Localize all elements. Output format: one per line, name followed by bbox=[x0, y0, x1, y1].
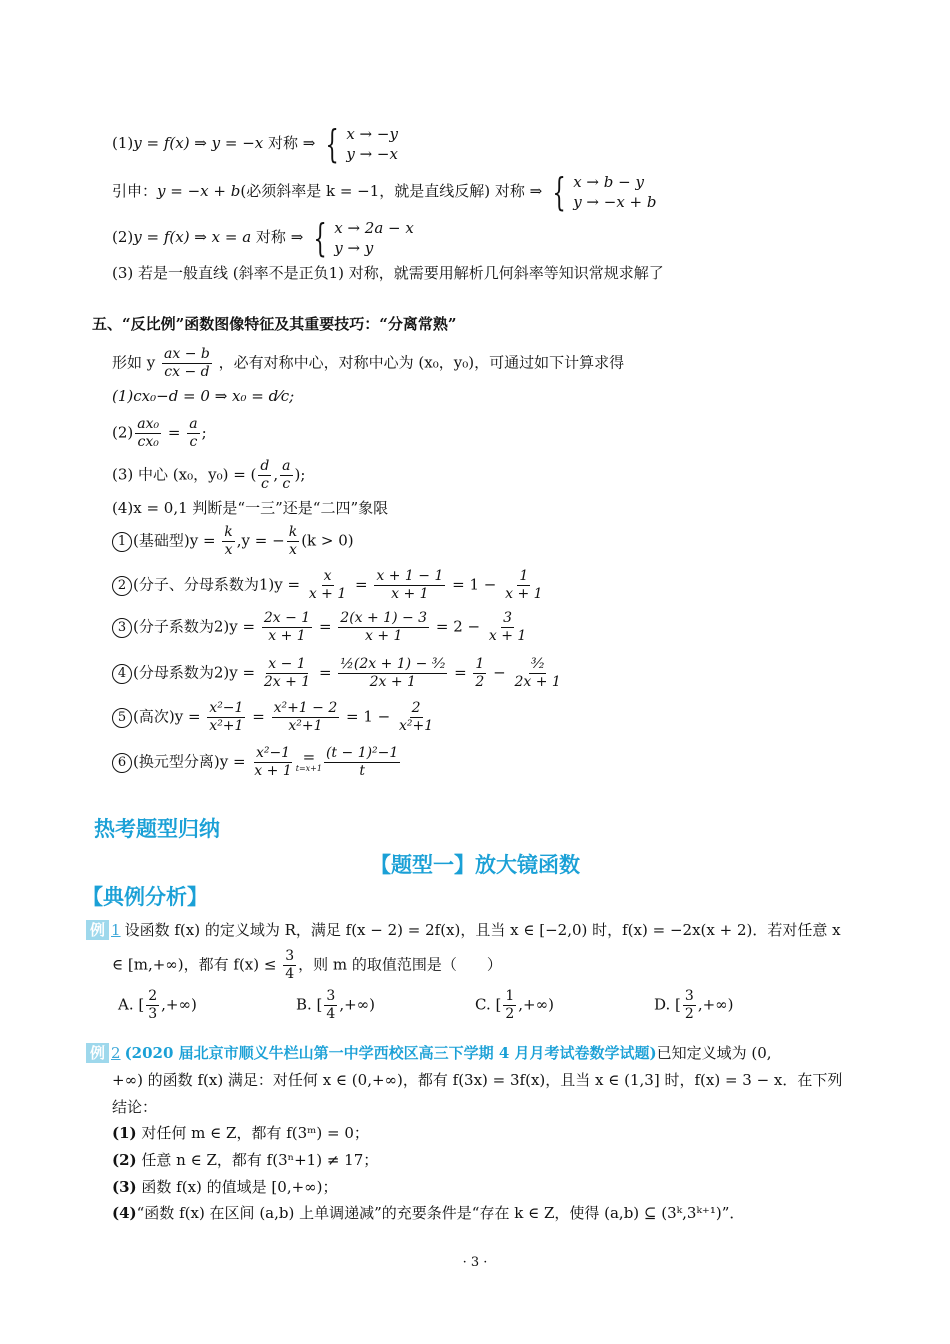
numerator: ax₀ bbox=[137, 416, 160, 432]
circled-number: 5 bbox=[112, 708, 132, 728]
denominator: x²+1 bbox=[288, 718, 323, 734]
denominator: x bbox=[224, 542, 233, 558]
item-number: (1) bbox=[112, 1124, 137, 1142]
item-number: (2) bbox=[112, 228, 134, 246]
fraction bbox=[503, 988, 516, 1023]
numerator: 1 bbox=[519, 568, 529, 584]
conclusion-text: 任意 n ∈ Z，都有 f(3ⁿ+1) ≠ 17； bbox=[136, 1151, 379, 1169]
math-expression: y = f(x) ⇒ y = −x bbox=[133, 134, 264, 152]
fraction bbox=[283, 948, 296, 983]
substitution-note: t=x+1 bbox=[295, 763, 322, 773]
fraction bbox=[287, 524, 299, 559]
conclusion-text: 对任何 m ∈ Z，都有 f(3ᵐ) = 0； bbox=[136, 1124, 369, 1142]
denominator: 2x + 1 bbox=[263, 674, 311, 690]
fraction bbox=[146, 988, 159, 1023]
item-number: (1) bbox=[112, 134, 134, 152]
example-badge: 例 bbox=[86, 920, 109, 940]
circled-number: 2 bbox=[112, 576, 132, 596]
example-1-line-2 bbox=[112, 948, 502, 983]
fraction bbox=[503, 568, 544, 603]
example-1-line-1 bbox=[86, 920, 841, 940]
choice-c[interactable] bbox=[475, 988, 554, 1023]
numerator: 3 bbox=[684, 988, 694, 1004]
numerator: ax − b bbox=[164, 346, 210, 362]
text: ,y = − bbox=[236, 531, 285, 550]
fraction bbox=[324, 988, 337, 1023]
numerator: ½(2x + 1) − ³⁄₂ bbox=[340, 656, 446, 672]
text: (分子系数为2)y = bbox=[133, 617, 260, 636]
numerator: 3 bbox=[285, 948, 295, 964]
type-heading: 【题型一】放大镜函数 bbox=[370, 853, 580, 877]
denominator: 2x + 1 bbox=[369, 674, 416, 690]
sym-line-2 bbox=[112, 172, 657, 212]
fraction bbox=[338, 656, 447, 691]
denominator: 2 bbox=[684, 1006, 694, 1022]
example-2-line-3: 结论： bbox=[112, 1098, 158, 1116]
numerator: a bbox=[189, 416, 198, 432]
brace-row: x → −y bbox=[346, 125, 398, 143]
conclusion-3 bbox=[112, 1177, 338, 1197]
circled-number: 4 bbox=[112, 664, 132, 684]
choice-b[interactable] bbox=[296, 988, 375, 1023]
fraction bbox=[473, 656, 486, 691]
brace-row: x → b − y bbox=[573, 173, 644, 191]
question-text: ∈ [m,+∞)，都有 f(x) ≤ bbox=[112, 955, 282, 974]
fraction bbox=[397, 700, 435, 735]
text: (高次)y = bbox=[133, 707, 206, 726]
choice-text: ,+∞) bbox=[161, 995, 197, 1014]
numerator: x − 1 bbox=[268, 656, 306, 672]
question-text: 设函数 f(x) 的定义域为 R，满足 f(x − 2) = 2f(x)，且当 x ∈ [−2,0) 时，f(x) = −2x(x + 2)．若对任意 x bbox=[124, 921, 841, 939]
sym-line-3 bbox=[112, 218, 414, 258]
numerator: 2 bbox=[411, 700, 421, 716]
numerator: 2 bbox=[148, 988, 158, 1004]
choice-d[interactable] bbox=[654, 988, 734, 1023]
item-number: (4) bbox=[112, 1204, 137, 1222]
choice-label: A. [ bbox=[118, 995, 145, 1014]
text: (换元型分离)y = bbox=[133, 752, 251, 771]
hot-topics-heading: 热考题型归纳 bbox=[94, 817, 220, 841]
brace-row: y → y bbox=[334, 239, 374, 257]
text: = 2 − bbox=[431, 617, 485, 636]
numerator: x bbox=[323, 568, 332, 584]
equals: = bbox=[163, 423, 186, 442]
text: (必须斜率是 k = −1，就是直线反解) 对称 ⇒ bbox=[240, 182, 547, 200]
case-brace: { x → b − y y → −x + b bbox=[552, 170, 657, 214]
circled-number: 6 bbox=[112, 753, 132, 773]
example-2-line-2: +∞) 的函数 f(x) 满足：对任何 x ∈ (0,+∞)，都有 f(3x) = 3f(x)，且当 x ∈ (1,3] 时，f(x) = 3 − x．在下列 bbox=[112, 1071, 843, 1089]
type-6: 6 (换元型分离)y = $\frac{\text{x²−1}}{x + 1}$ = t=x+1 $\frac{\text{(t − 1)²−1}}{t}$ bbox=[112, 745, 402, 780]
example-badge: 例 bbox=[86, 1043, 109, 1063]
fraction bbox=[280, 458, 292, 493]
denominator: 4 bbox=[285, 966, 295, 982]
fraction bbox=[222, 524, 234, 559]
numerator: 3 bbox=[326, 988, 336, 1004]
numerator: 3 bbox=[503, 610, 513, 626]
case-brace: { x → −y y → −x bbox=[325, 122, 398, 166]
text: − bbox=[488, 663, 511, 682]
numerator: k bbox=[224, 524, 233, 540]
fraction bbox=[338, 610, 429, 645]
label: 引申： bbox=[112, 182, 158, 200]
fraction bbox=[512, 656, 562, 691]
denominator: x + 1 bbox=[391, 586, 429, 602]
step-2 bbox=[112, 416, 207, 451]
brace-row: x → 2a − x bbox=[334, 219, 414, 237]
numerator: 1 bbox=[475, 656, 485, 672]
text: ); bbox=[294, 465, 306, 484]
text: (基础型)y = bbox=[133, 531, 221, 550]
choice-text: ,+∞) bbox=[518, 995, 554, 1014]
conclusion-text: “函数 f(x) 在区间 (a,b) 上单调递减”的充要条件是“存在 k ∈ Z，使得 (a,b) ⊆ (3ᵏ,3ᵏ⁺¹)”． bbox=[136, 1204, 745, 1222]
question-text: ，则 m 的取值范围是（ ） bbox=[298, 955, 502, 974]
math-expression: y = −x + b bbox=[157, 182, 241, 200]
step-3: (3) 中心 (x₀，y₀) = ( $\frac{d}{c}$ , $\frac{a}{c}$ ); bbox=[112, 458, 306, 492]
text: (k > 0) bbox=[301, 531, 354, 550]
conclusion-4 bbox=[112, 1203, 744, 1223]
denominator: 2x + 1 bbox=[514, 674, 561, 690]
denominator: c bbox=[260, 476, 269, 492]
sym-line-4: (3) 若是一般直线 (斜率不是正负1) 对称，就需要用解析几何斜率等知识常规求解了 bbox=[112, 264, 664, 282]
circled-number: 1 bbox=[112, 532, 132, 552]
fraction bbox=[272, 700, 340, 735]
denominator: x bbox=[288, 542, 297, 558]
text: = 1 − bbox=[447, 575, 502, 594]
denominator: 2 bbox=[505, 1006, 515, 1022]
denominator: x²+1 bbox=[209, 718, 244, 734]
circled-number: 3 bbox=[112, 618, 132, 638]
numerator: k bbox=[288, 524, 298, 540]
denominator: x²+1 bbox=[399, 718, 434, 734]
numerator: 1 bbox=[505, 988, 515, 1004]
denominator: t bbox=[359, 763, 365, 779]
denominator: 3 bbox=[148, 1006, 158, 1022]
fraction bbox=[258, 458, 271, 493]
numerator: ³⁄₂ bbox=[530, 656, 545, 672]
item-number: (3) bbox=[112, 1178, 137, 1196]
item-number: (2) bbox=[112, 1151, 137, 1169]
type-5: 5 (高次)y = $\frac{\text{x²−1}}{\text{x²+1}}$ = $\frac{\text{x²+1 − 2}}{\text{x²+1}}$ = 1 − $\frac{2}{\text{x²+1}}$ bbox=[112, 700, 437, 735]
fraction bbox=[683, 988, 696, 1023]
numerator: (t − 1)²−1 bbox=[325, 745, 399, 761]
denominator: x + 1 bbox=[254, 763, 292, 779]
text: 形如 y bbox=[112, 353, 156, 372]
denominator: cx − d bbox=[164, 364, 210, 380]
fraction bbox=[162, 346, 212, 381]
choice-label: B. [ bbox=[296, 995, 323, 1014]
type-2: 2 (分子、分母系数为1)y = $\frac{x}{x + 1}$ = $\frac{x + 1 - 1}{x + 1}$ = 1 − $\frac{1}{x + 1}$ bbox=[112, 568, 547, 603]
item-number: (2) bbox=[112, 423, 134, 442]
type-3: 3 (分子系数为2)y = $\frac{2x - 1}{x + 1}$ = $\frac{2(x + 1) - 3}{x + 1}$ = 2 − $\frac{3}{x + 1}$ bbox=[112, 610, 530, 645]
example-2-line-1 bbox=[86, 1043, 772, 1063]
example-number: 1 bbox=[111, 921, 121, 939]
choice-label: C. [ bbox=[475, 995, 502, 1014]
numerator: 2(x + 1) − 3 bbox=[340, 610, 428, 626]
numerator: d bbox=[260, 458, 270, 474]
numerator: x + 1 − 1 bbox=[376, 568, 444, 584]
example-number: 2 bbox=[111, 1044, 121, 1062]
numerator: a bbox=[282, 458, 291, 474]
analysis-heading: 【典例分析】 bbox=[82, 885, 208, 909]
fraction bbox=[307, 568, 348, 603]
fraction bbox=[487, 610, 528, 645]
text: (3) 中心 (x₀，y₀) = ( bbox=[112, 465, 257, 484]
fraction bbox=[135, 416, 161, 451]
denominator: 2 bbox=[475, 674, 485, 690]
text: 对称 ⇒ bbox=[263, 134, 321, 152]
denominator: 4 bbox=[326, 1006, 336, 1022]
conclusion-1 bbox=[112, 1123, 369, 1143]
numerator: x²−1 bbox=[255, 745, 291, 761]
denominator: x + 1 bbox=[488, 628, 527, 644]
text: ; bbox=[201, 423, 207, 442]
text: = 1 − bbox=[341, 707, 396, 726]
brace-row: y → −x bbox=[346, 145, 398, 163]
denominator: c bbox=[282, 476, 291, 492]
math-expression: y = f(x) ⇒ x = a bbox=[133, 228, 252, 246]
fraction bbox=[374, 568, 445, 603]
step-4: (4)x = 0,1 判断是“一三”还是“二四”象限 bbox=[112, 499, 389, 517]
numerator: x²+1 − 2 bbox=[273, 700, 338, 716]
numerator: 2x − 1 bbox=[263, 610, 311, 626]
conclusion-2 bbox=[112, 1150, 378, 1170]
fraction bbox=[324, 745, 400, 780]
denominator: x + 1 bbox=[364, 628, 403, 644]
denominator: c bbox=[189, 434, 198, 450]
conclusion-text: 函数 f(x) 的值域是 [0,+∞)； bbox=[136, 1178, 338, 1196]
choice-label: D. [ bbox=[654, 995, 681, 1014]
text: (分母系数为2)y = bbox=[133, 663, 260, 682]
choice-text: ,+∞) bbox=[697, 995, 734, 1014]
type-1 bbox=[112, 524, 354, 559]
denominator: cx₀ bbox=[137, 434, 159, 450]
step-1: (1)cx₀−d = 0 ⇒ x₀ = d⁄c; bbox=[112, 387, 295, 405]
question-text: 已知定义域为 (0, bbox=[656, 1044, 772, 1062]
sym-line-1 bbox=[112, 124, 398, 164]
brace-row: y → −x + b bbox=[573, 193, 657, 211]
fraction bbox=[262, 610, 312, 645]
text: 对称 ⇒ bbox=[251, 228, 309, 246]
fraction bbox=[207, 700, 245, 735]
type-4: 4 (分母系数为2)y = $\frac{x - 1}{2x + 1}$ = $\frac{\text{½(2x + 1) − ³⁄₂}}{2x + 1}$ = $\frac{1}{2}$ − $\frac{\text{³⁄₂}}{2x + 1}$ bbox=[112, 656, 565, 691]
case-brace: { x → 2a − x y → y bbox=[313, 216, 414, 260]
choice-text: ,+∞) bbox=[339, 995, 376, 1014]
denominator: x + 1 bbox=[308, 586, 347, 602]
choice-a[interactable] bbox=[118, 988, 197, 1023]
source-reference: (2020 届北京市顺义牛栏山第一中学西校区高三下学期 4 月月考试卷数学试题) bbox=[124, 1044, 657, 1062]
text: ，必有对称中心，对称中心为 (x₀，y₀)，可通过如下计算求得 bbox=[218, 353, 625, 372]
intro-line bbox=[112, 346, 624, 381]
text: (分子、分母系数为1)y = bbox=[133, 575, 305, 594]
denominator: x + 1 bbox=[268, 628, 306, 644]
fraction bbox=[187, 416, 199, 451]
page-number: · 3 · bbox=[462, 1255, 488, 1270]
section-title: 五、“反比例”函数图像特征及其重要技巧：“分离常熟” bbox=[92, 315, 457, 333]
numerator: x²−1 bbox=[209, 700, 244, 716]
denominator: x + 1 bbox=[505, 586, 543, 602]
fraction bbox=[262, 656, 312, 691]
fraction bbox=[252, 745, 293, 780]
